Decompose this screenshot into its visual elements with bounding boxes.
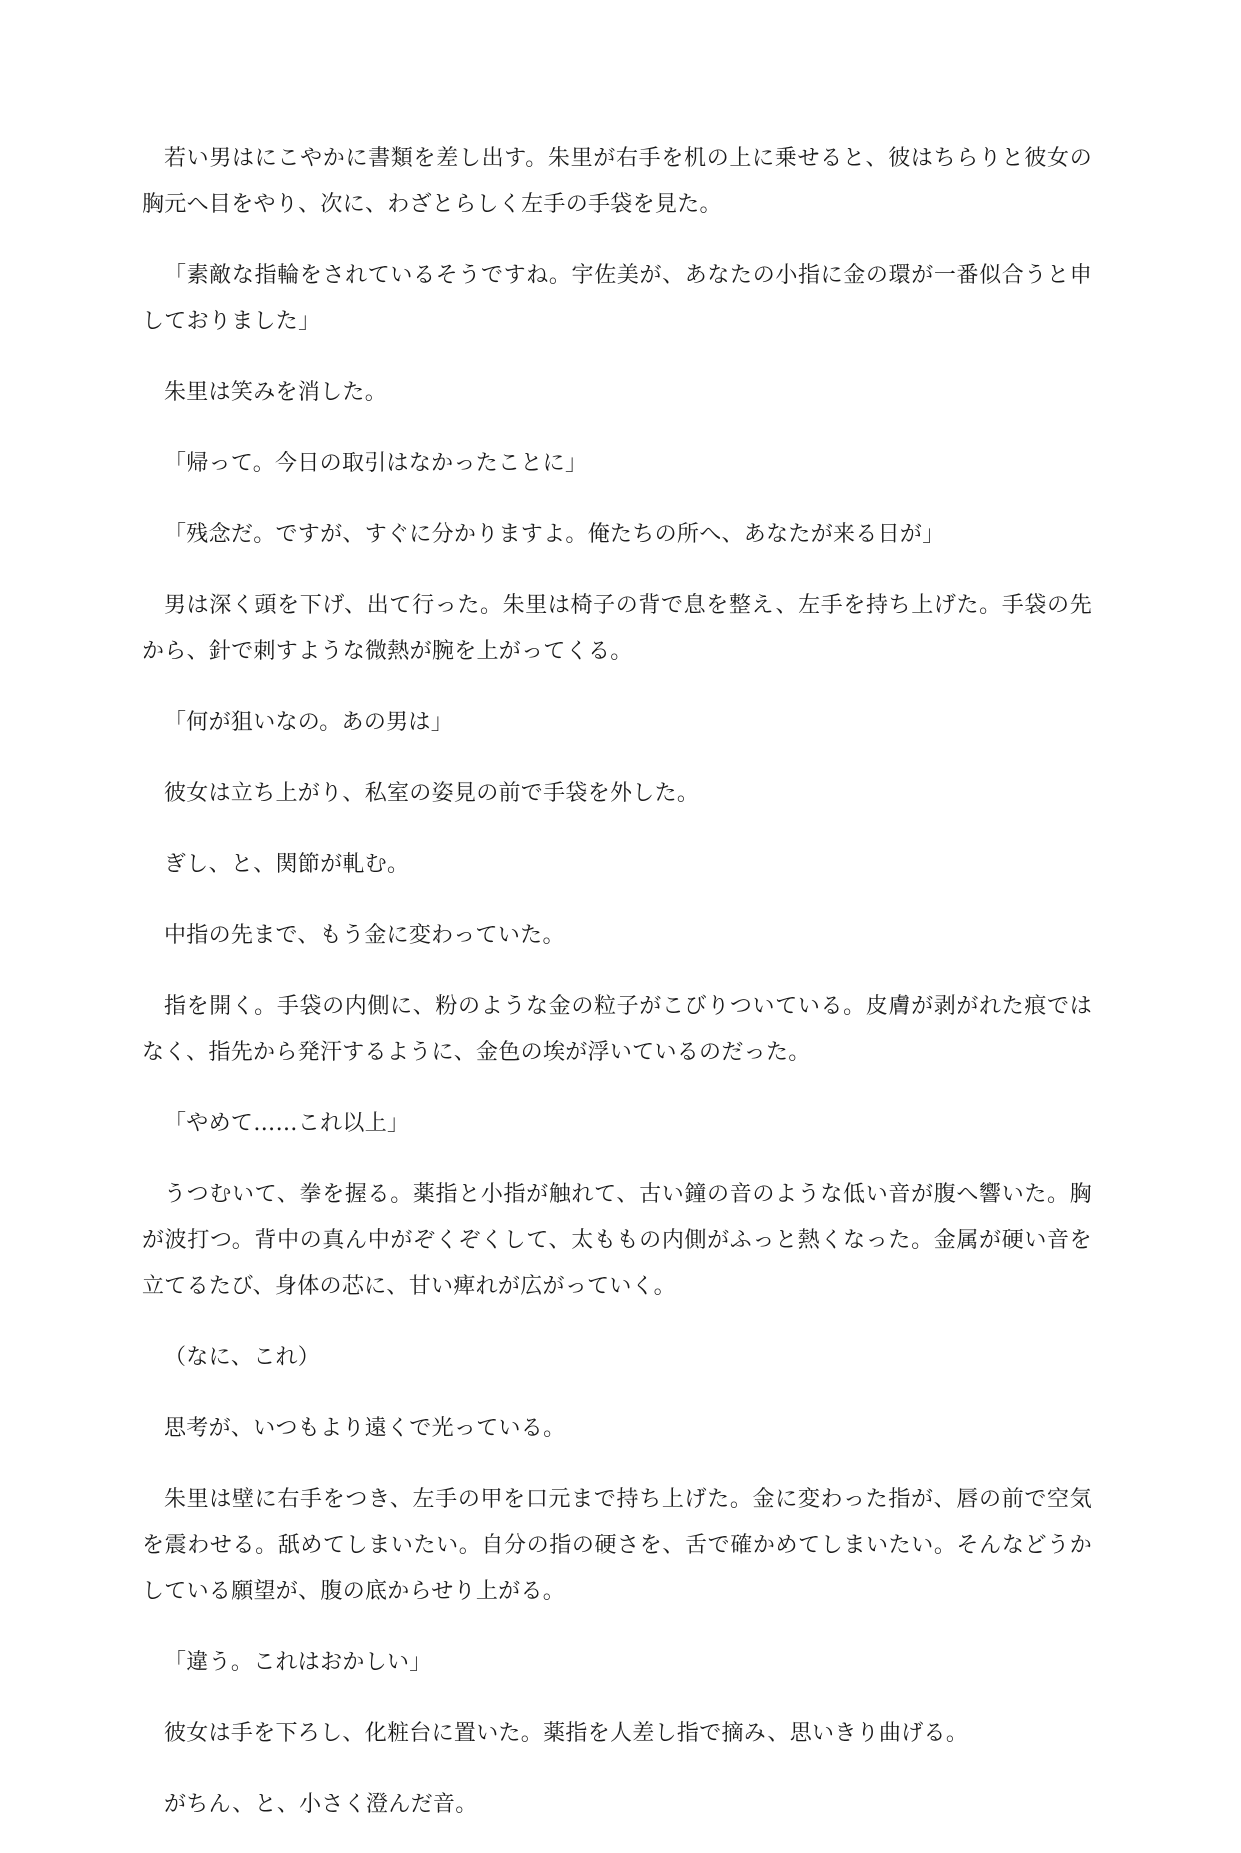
- paragraph: うつむいて、拳を握る。薬指と小指が触れて、古い鐘の音のような低い音が腹へ響いた。胸が波打つ。背中の真ん中がぞくぞくして、太ももの内側がふっと熱くなった。金属が硬い音を立てるたび、身体の芯に、甘い痺れが広がっていく。: [142, 1182, 1092, 1299]
- paragraph: （なに、これ）: [164, 1345, 321, 1370]
- document-body: [142, 136, 1092, 1853]
- paragraph: がちん、と、小さく澄んだ音。: [164, 1792, 478, 1817]
- paragraph: 思考が、いつもより遠くで光っている。: [164, 1416, 566, 1441]
- paragraph: 「何が狙いなの。あの男は」: [164, 710, 454, 735]
- paragraph: 指を開く。手袋の内側に、粉のような金の粒子がこびりついている。皮膚が剥がれた痕ではなく、指先から発汗するように、金色の埃が浮いているのだった。: [142, 994, 1092, 1065]
- paragraph: 彼女は立ち上がり、私室の姿見の前で手袋を外した。: [164, 781, 700, 806]
- paragraph: 「違う。これはおかしい」: [164, 1650, 432, 1675]
- paragraph: 中指の先まで、もう金に変わっていた。: [164, 923, 565, 948]
- paragraph: ぎし、と、関節が軋む。: [164, 852, 410, 877]
- paragraph: 「素敵な指輪をされているそうですね。宇佐美が、あなたの小指に金の環が一番似合うと申しておりました」: [142, 263, 1092, 334]
- paragraph: 男は深く頭を下げ、出て行った。朱里は椅子の背で息を整え、左手を持ち上げた。手袋の先から、針で刺すような微熱が腕を上がってくる。: [142, 593, 1092, 664]
- paragraph: 朱里は壁に右手をつき、左手の甲を口元まで持ち上げた。金に変わった指が、唇の前で空気を震わせる。舐めてしまいたい。自分の指の硬さを、舌で確かめてしまいたい。そんなどうかしている願望が、腹の底からせり上がる。: [142, 1487, 1092, 1604]
- paragraph: 彼女は手を下ろし、化粧台に置いた。薬指を人差し指で摘み、思いきり曲げる。: [164, 1721, 969, 1746]
- paragraph: 「やめて……これ以上」: [164, 1111, 410, 1136]
- paragraph: 若い男はにこやかに書類を差し出す。朱里が右手を机の上に乗せると、彼はちらりと彼女の胸元へ目をやり、次に、わざとらしく左手の手袋を見た。: [142, 146, 1092, 217]
- paragraph: 「残念だ。ですが、すぐに分かりますよ。俺たちの所へ、あなたが来る日が」: [164, 522, 945, 547]
- paragraph: 「帰って。今日の取引はなかったことに」: [164, 451, 588, 476]
- paragraph: 朱里は笑みを消した。: [164, 380, 388, 405]
